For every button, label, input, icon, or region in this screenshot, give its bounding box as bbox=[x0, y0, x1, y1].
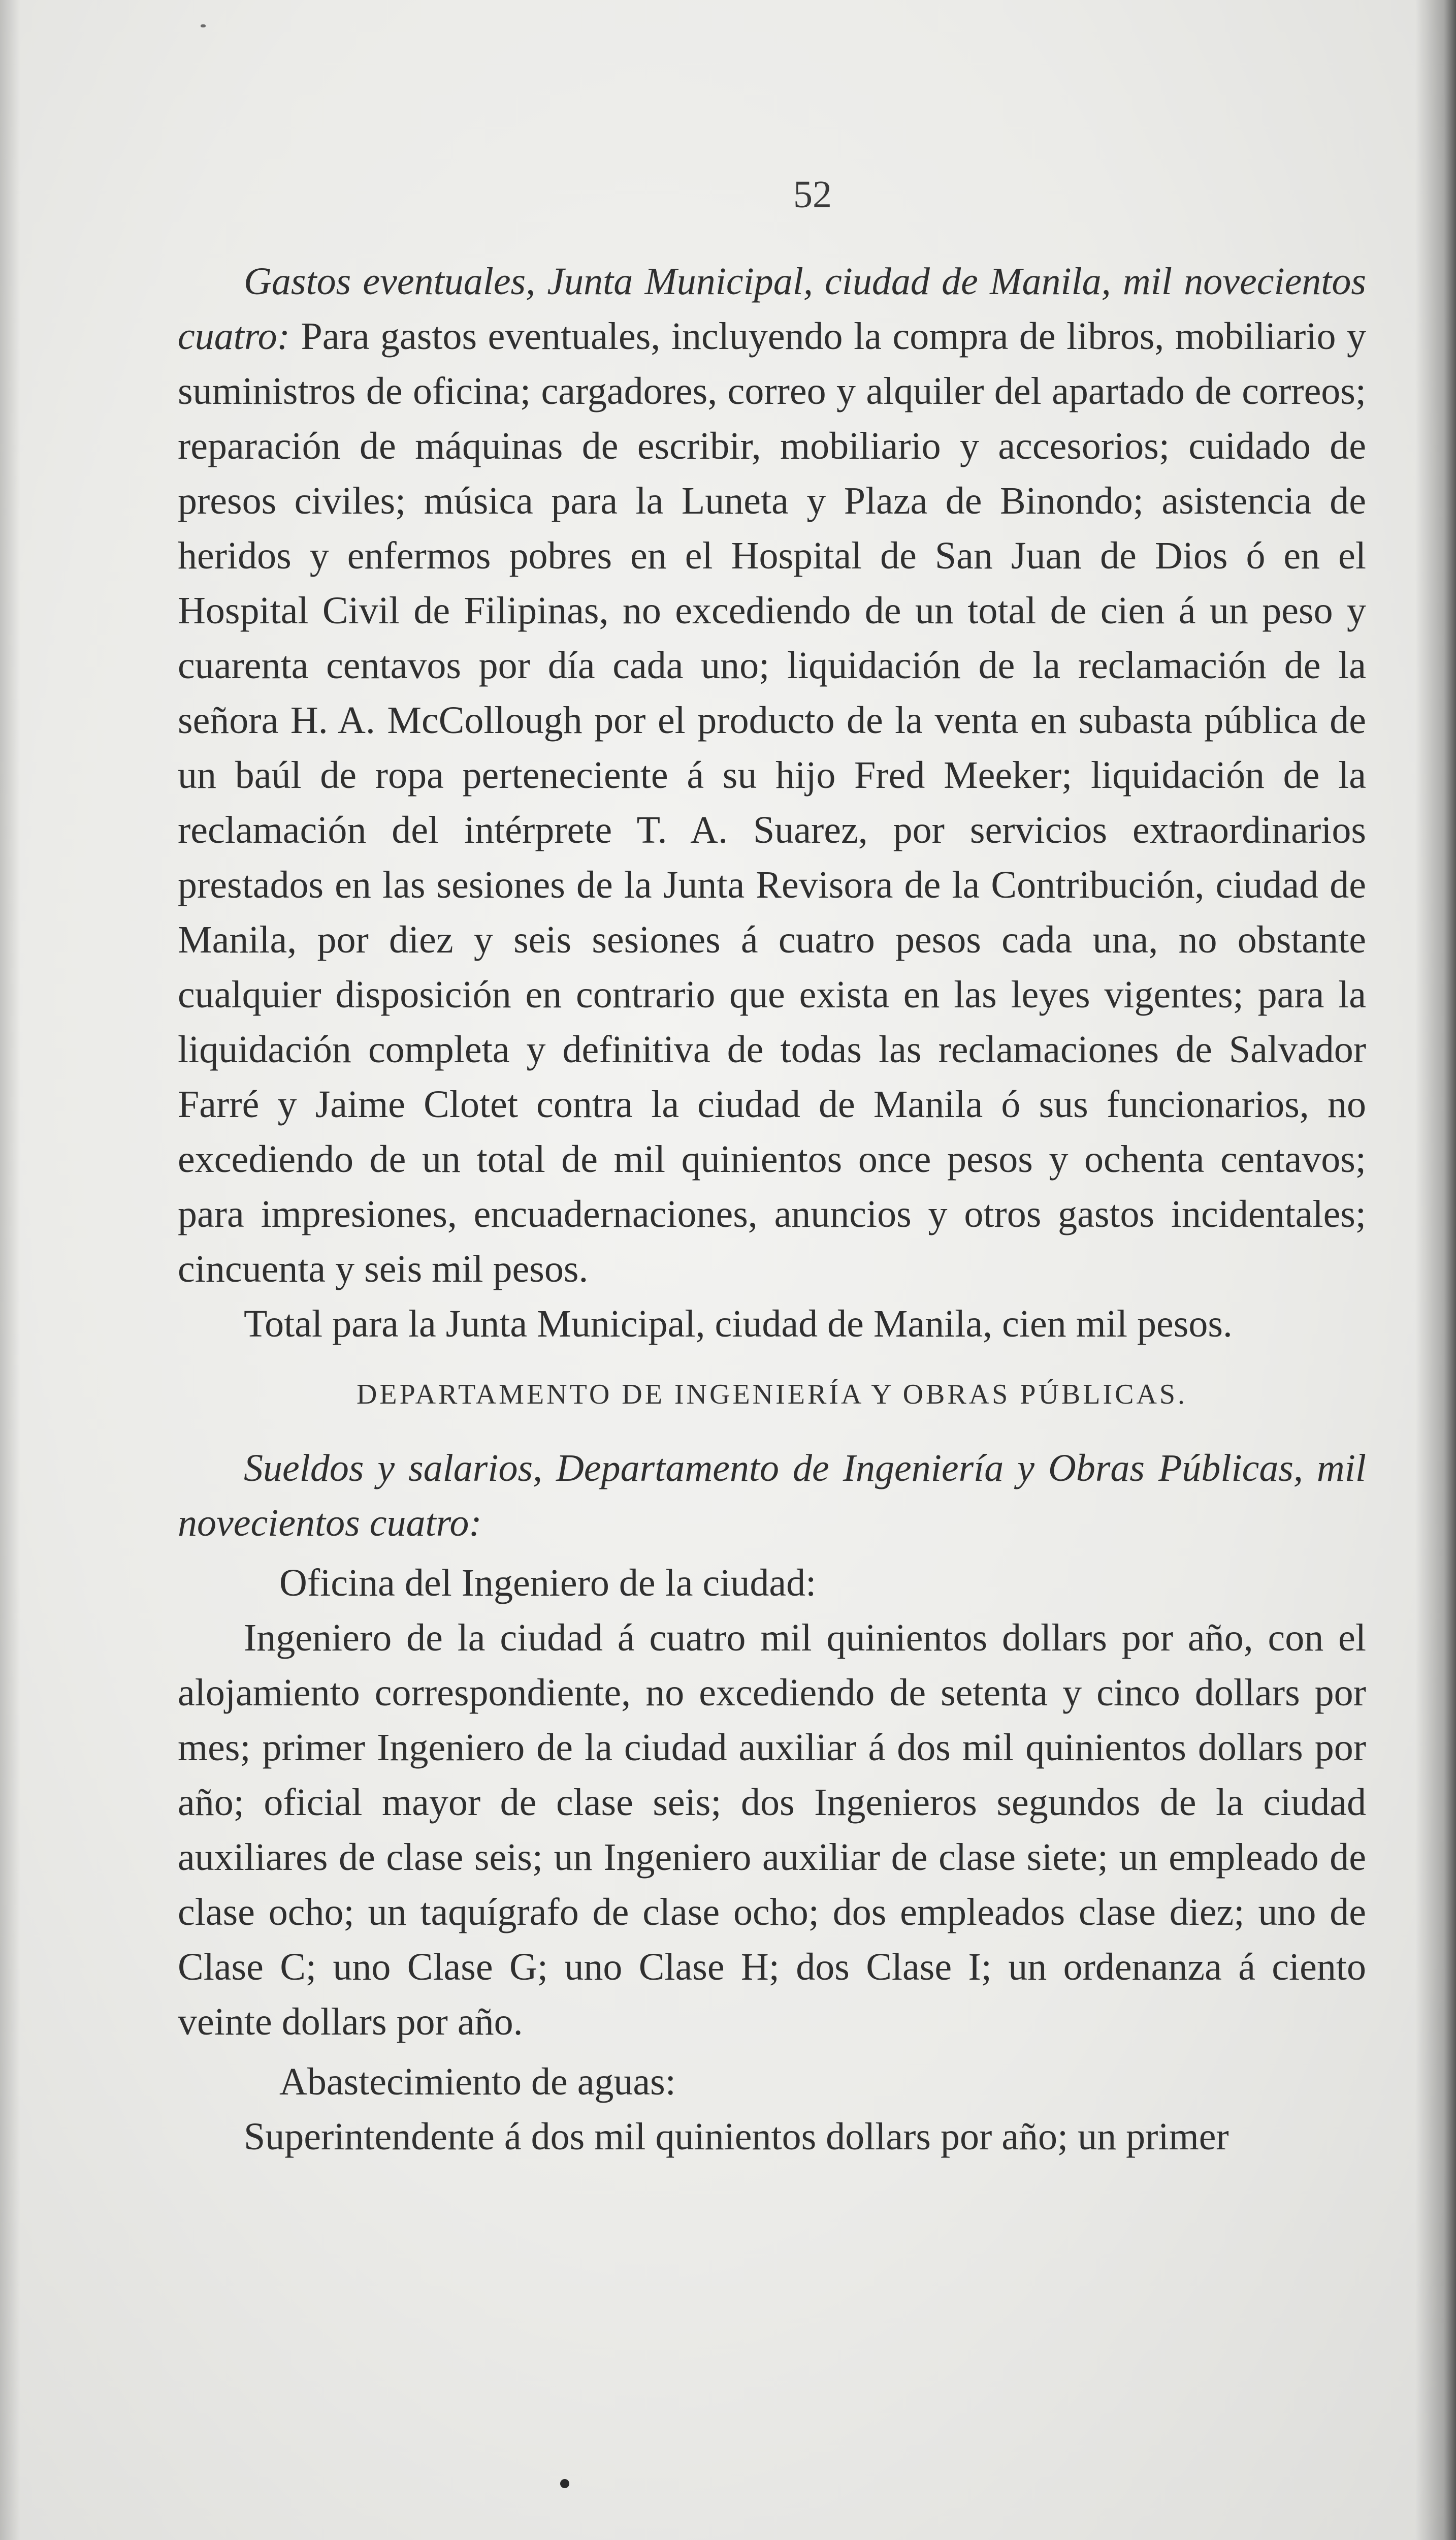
subheading-oficina-ingeniero: Oficina del Ingeniero de la ciudad: bbox=[279, 1562, 817, 1604]
paragraph-sueldos-heading: Sueldos y salarios, Departamento de Ingeniería y Obras Públicas, mil novecientos cuatro: bbox=[178, 1447, 1366, 1544]
document-body bbox=[178, 254, 1366, 2164]
paragraph-gastos-eventuales bbox=[178, 254, 1366, 1296]
paragraph-superintendente: Superintendente á dos mil quinientos dollars por año; un primer bbox=[244, 2115, 1229, 2158]
paragraph-body: Para gastos eventuales, incluyendo la compra de libros, mobiliario y suministros de oficina; cargadores, correo y alquiler del apartado de correos; reparación de máquinas de escribir, mobiliario y accesorios; cuidado de presos civiles; música para la Luneta y Plaza de Binondo; asistencia de heridos y enfermos pobres en el Hospital de San Juan de Dios ó en el Hospital Civil de Filipinas, no excediendo de un total de cien á un peso y cuarenta centavos por día cada uno; liquidación de la reclamación de la señora H. A. McCollough por el producto de la venta en subasta pública de un baúl de ropa perteneciente á su hijo Fred Meeker; liquidación de la reclamación del intérprete T. A. Suarez, por servicios extraordinarios prestados en las sesiones de la Junta Revisora de la Contribución, ciudad de Manila, por diez y seis sesiones á cuatro pesos cada una, no obstante cualquier disposición en contrario que exista en las leyes vigentes; para la liquidación completa y definitiva de todas las reclamaciones de Salvador Farré y Jaime Clotet contra la ciudad de Manila ó sus funcionarios, no excediendo de un total de mil quinientos once pesos y ochenta centavos; para impresiones, encuadernaciones, anuncios y otros gastos incidentales; cincuenta y seis mil pesos. bbox=[178, 315, 1366, 1290]
footer-dot bbox=[560, 2479, 569, 2488]
left-page-shadow bbox=[0, 0, 20, 2540]
section-heading-department: DEPARTAMENTO DE INGENIERÍA Y OBRAS PÚBLICAS. bbox=[356, 1379, 1188, 1410]
paragraph-heading-italic: Gastos eventuales, Junta Municipal, ciudad de Manila, mil novecientos cuatro: bbox=[178, 260, 1366, 358]
page-number: 52 bbox=[793, 173, 832, 216]
scan-speck bbox=[201, 24, 206, 27]
subheading-abastecimiento-aguas: Abastecimiento de aguas: bbox=[279, 2060, 676, 2103]
paragraph-total-junta: Total para la Junta Municipal, ciudad de Manila, cien mil pesos. bbox=[244, 1303, 1233, 1345]
paragraph-ingeniero-ciudad: Ingeniero de la ciudad á cuatro mil quinientos dollars por año, con el alojamiento correspondiente, no excediendo de setenta y cinco dollars por mes; primer Ingeniero de la ciudad auxiliar á dos mil quinientos dollars por año; oficial mayor de clase seis; dos Ingenieros segundos de la ciudad auxiliares de clase seis; un Ingeniero auxiliar de clase siete; un empleado de clase ocho; un taquígrafo de clase ocho; dos empleados clase diez; uno de Clase C; uno Clase G; uno Clase H; dos Clase I; un ordenanza á ciento veinte dollars por año. bbox=[178, 1616, 1366, 2043]
right-page-shadow bbox=[1415, 0, 1456, 2540]
